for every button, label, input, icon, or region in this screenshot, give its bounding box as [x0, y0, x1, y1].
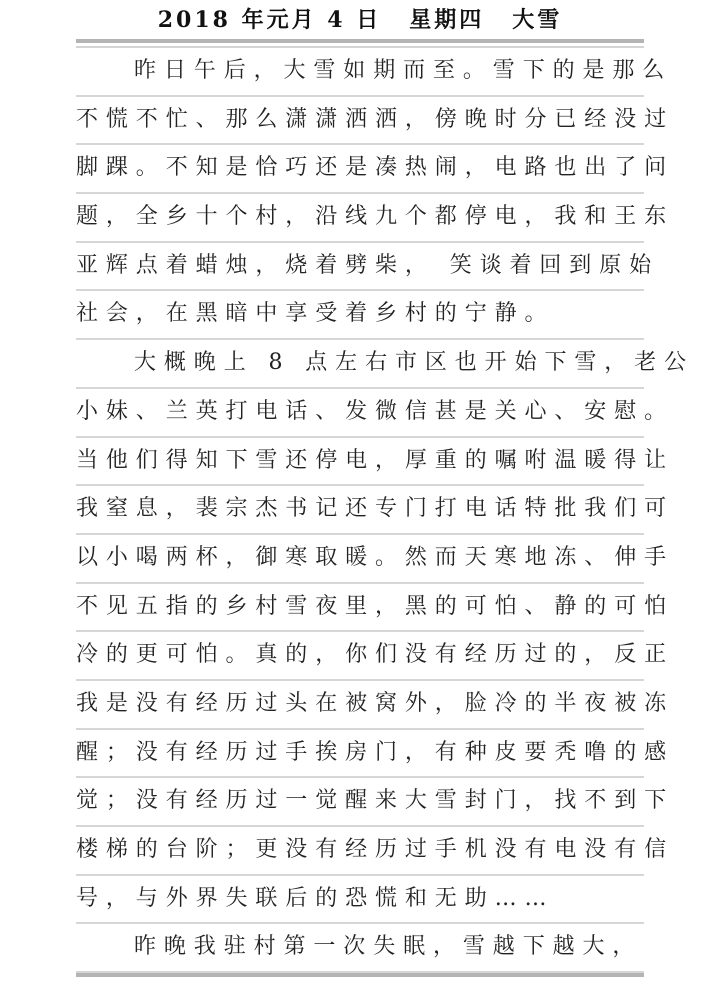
- diary-header: [0, 6, 720, 34]
- diary-weekday: 星期四: [409, 7, 485, 33]
- text-line: 楼梯的台阶；更没有经历过手机没有电没有信: [76, 827, 644, 876]
- diary-weather: 大雪: [512, 7, 563, 33]
- text-line: 以小喝两杯，御寒取暖。然而天寒地冻、伸手: [76, 535, 644, 584]
- text-line: 题，全乡十个村，沿线九个都停电，我和王东: [76, 194, 644, 243]
- text-line: 大概晚上 8 点左右市区也开始下雪，老公: [76, 340, 644, 389]
- text-line: 我是没有经历过头在被窝外，脸冷的半夜被冻: [76, 681, 644, 730]
- text-line: 冷的更可怕。真的，你们没有经历过的，反正: [76, 632, 644, 681]
- text-line: 社会，在黑暗中享受着乡村的宁静。: [76, 291, 644, 340]
- footer-divider: [76, 973, 644, 977]
- text-line: 昨晚我驻村第一次失眠，雪越下越大，: [76, 924, 644, 973]
- text-line: 亚辉点着蜡烛，烧着劈柴， 笑谈着回到原始: [76, 243, 644, 292]
- text-line: 不慌不忙、那么潇潇洒洒，傍晚时分已经没过: [76, 97, 644, 146]
- text-line: 小妹、兰英打电话、发微信甚是关心、安慰。: [76, 389, 644, 438]
- header-divider-thick: [76, 39, 644, 43]
- diary-date: 2018 年元月 4 日: [157, 7, 382, 33]
- text-line: 昨日午后，大雪如期而至。雪下的是那么: [76, 48, 644, 97]
- text-line: 醒；没有经历过手挨房门，有种皮要秃噜的感: [76, 730, 644, 779]
- text-line: 脚踝。不知是恰巧还是凑热闹，电路也出了问: [76, 145, 644, 194]
- text-line: 当他们得知下雪还停电，厚重的嘱咐温暖得让: [76, 438, 644, 487]
- text-line: 觉；没有经历过一觉醒来大雪封门，找不到下: [76, 778, 644, 827]
- diary-body: [76, 48, 694, 973]
- text-line: 我窒息，裴宗杰书记还专门打电话特批我们可: [76, 486, 644, 535]
- text-line: 号，与外界失联后的恐慌和无助……: [76, 876, 644, 925]
- text-line: 不见五指的乡村雪夜里，黑的可怕、静的可怕: [76, 584, 644, 633]
